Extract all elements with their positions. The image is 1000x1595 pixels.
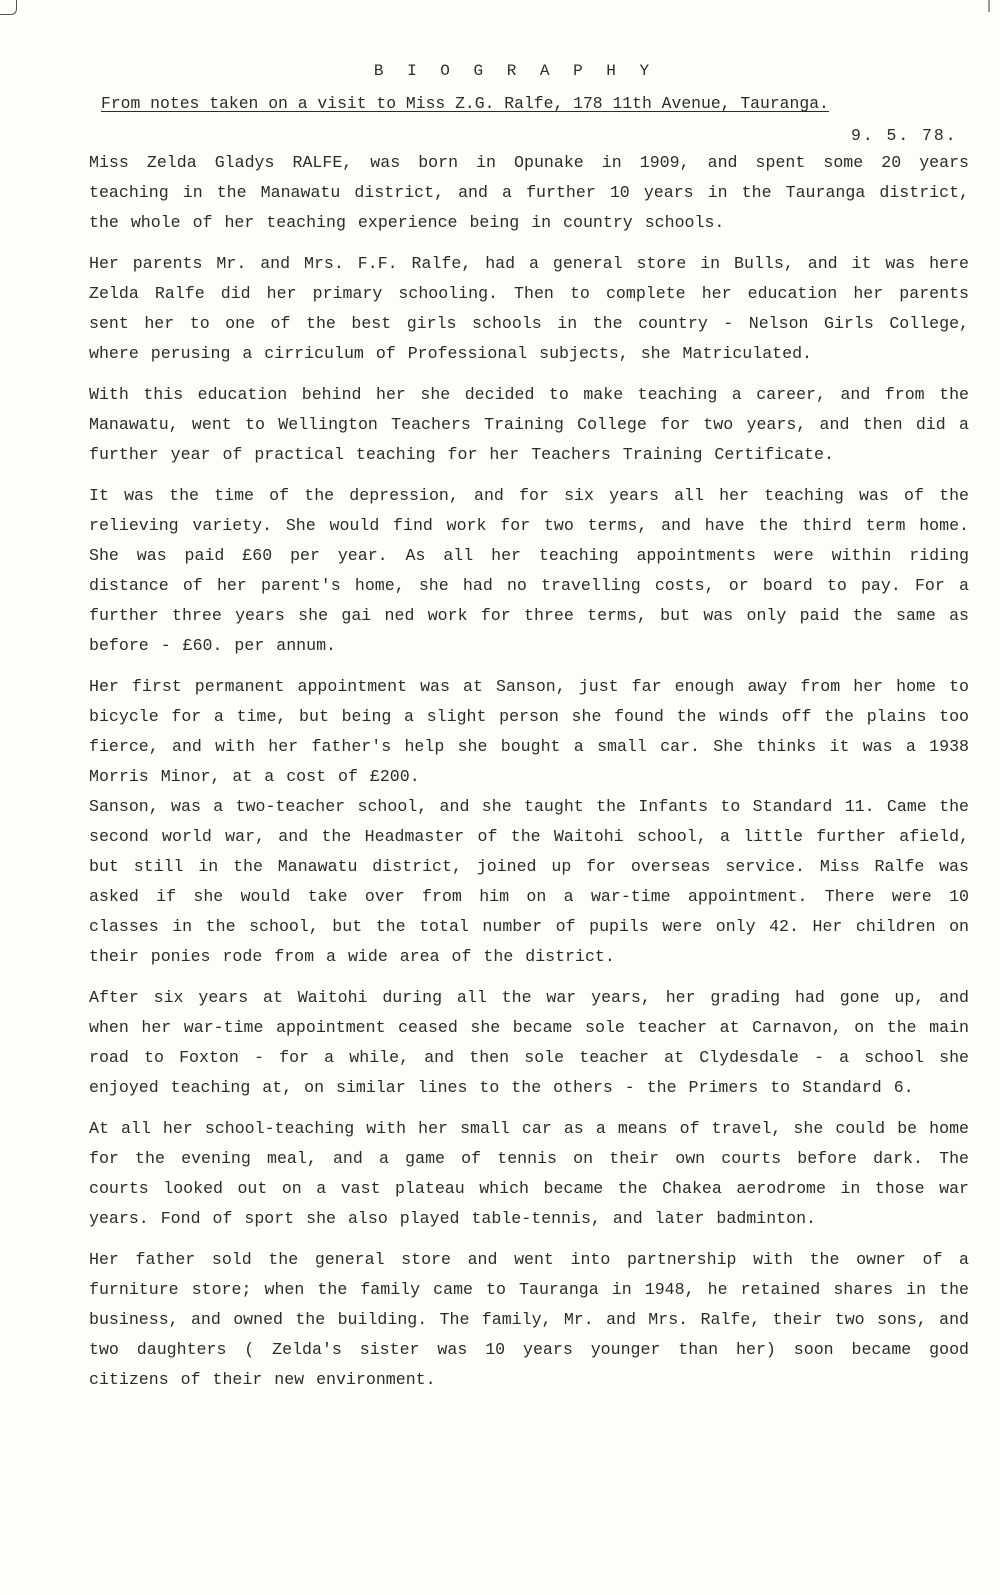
paragraph-sport: At all her school-teaching with her small car as a means of travel, she could be home for the evening meal, and a game of tennis on their own courts before dark. The courts looked out on a vast plateau which became the Chakea aerodrome in those war years. Fond of sport she also played table-tennis, and later badminton. — [89, 1119, 969, 1228]
document-body — [89, 148, 969, 1406]
paragraph-birth: Miss Zelda Gladys RALFE, was born in Opunake in 1909, and spent some 20 years teaching in the Manawatu district, and a further 10 years in the Tauranga district, the whole of her teaching experience being in country schools. — [89, 153, 969, 232]
corner-fold-mark — [0, 0, 17, 15]
paragraph-tauranga: Her father sold the general store and went into partnership with the owner of a furniture store; when the family came to Tauranga in 1948, he retained shares in the business, and owned the building. The family, Mr. and Mrs. Ralfe, their two sons, and two daughters ( Zelda's sister was 10 years younger than her) soon became good citizens of their new environment. — [89, 1250, 969, 1389]
paragraph-war: Sanson, was a two-teacher school, and she taught the Infants to Standard 11. Came the second world war, and the Headmaster of the Waitohi school, a little further afield, but still in the Manawatu district, joined up for overseas service. Miss Ralfe was asked if she would take over from him on a war-time appointment. There were 10 classes in the school, but the total number of pupils were only 42. Her children on their ponies rode from a wide area of the district. — [89, 797, 969, 966]
paragraph-waitohi: After six years at Waitohi during all the war years, her grading had gone up, and when her war-time appointment ceased she became sole teacher at Carnavon, on the main road to Foxton - for a while, and then sole teacher at Clydesdale - a school she enjoyed teaching at, on similar lines to the others - the Primers to Standard 6. — [89, 988, 969, 1097]
paragraph-sanson: Her first permanent appointment was at Sanson, just far enough away from her home to bicycle for a time, but being a slight person she found the winds off the plains too fierce, and with her father's help she bought a small car. She thinks it was a 1938 Morris Minor, at a cost of £200. — [89, 677, 969, 786]
document-date: 9. 5. 78. — [851, 126, 958, 145]
paragraph-training: With this education behind her she decided to make teaching a career, and from the Manawatu, went to Wellington Teachers Training College for two years, and then did a further year of practical teaching for her Teachers Training Certificate. — [89, 385, 969, 464]
document-subtitle: From notes taken on a visit to Miss Z.G. Ralfe, 178 11th Avenue, Tauranga. — [101, 94, 829, 113]
edge-mark — [988, 0, 990, 12]
paragraph-parents: Her parents Mr. and Mrs. F.F. Ralfe, had a general store in Bulls, and it was here Zelda Ralfe did her primary schooling. Then to complete her education her parents sent her to one of the best girls schools in the country - Nelson Girls College, where perusing a cirriculum of Professional subjects, she Matriculated. — [89, 254, 969, 363]
paragraph-depression: It was the time of the depression, and for six years all her teaching was of the relieving variety. She would find work for two terms, and have the third term home. She was paid £60 per year. As all her teaching appointments were within riding distance of her parent's home, she had no travelling costs, or board to pay. For a further three years she gai ned work for three terms, but was only paid the same as before - £60. per annum. — [89, 486, 969, 655]
document-title: B I O G R A P H Y — [373, 62, 657, 80]
